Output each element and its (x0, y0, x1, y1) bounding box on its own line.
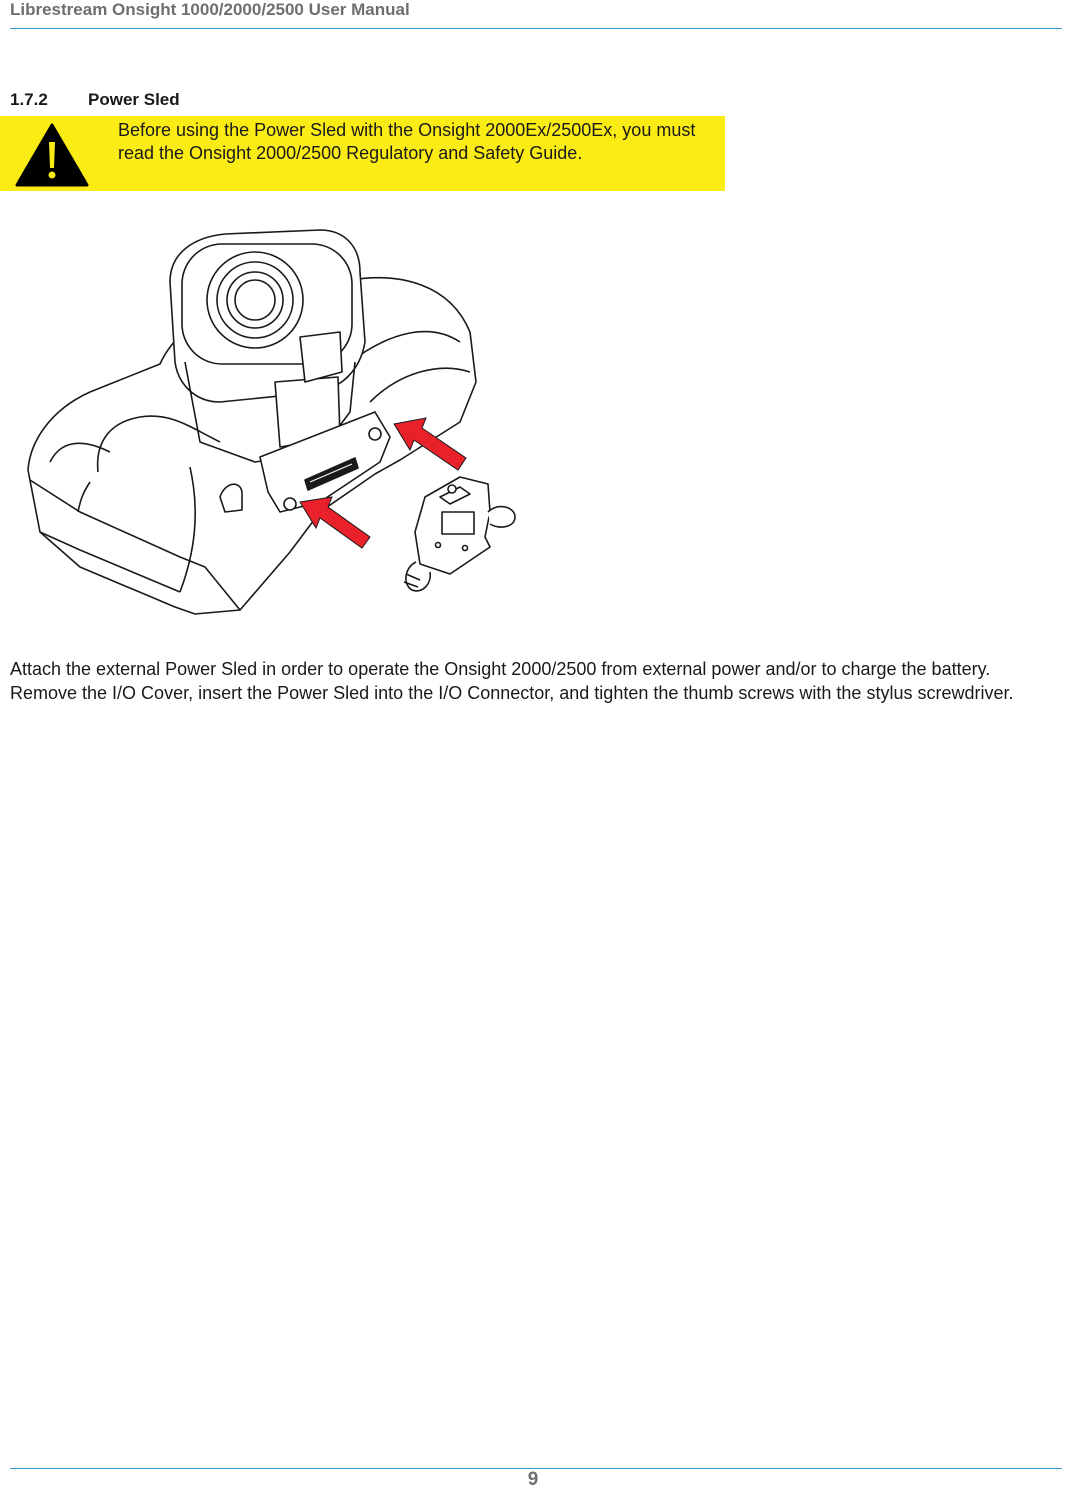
instruction-paragraph: Attach the external Power Sled in order to operate the Onsight 2000/2500 from external power and/or to charge the battery. Remove the I/O Cover, insert the Power Sled into the I/O Connector, and tighten the thumb screws with the stylus screwdriver. (10, 659, 1014, 703)
header-divider (10, 28, 1062, 29)
page-header (10, 0, 1066, 29)
page-number: 9 (527, 1469, 539, 1490)
warning-triangle-icon (14, 122, 90, 188)
section-heading (10, 90, 180, 110)
section-number: 1.7.2 (10, 90, 48, 109)
warning-callout (0, 116, 725, 191)
manual-title: Librestream Onsight 1000/2000/2500 User Manual (10, 0, 410, 19)
section-title: Power Sled (88, 90, 180, 109)
camera-power-sled-figure (20, 212, 530, 617)
warning-text: Before using the Power Sled with the Onsight 2000Ex/2500Ex, you must read the Onsight 2000/2500 Regulatory and Safety Guide. (118, 120, 696, 163)
